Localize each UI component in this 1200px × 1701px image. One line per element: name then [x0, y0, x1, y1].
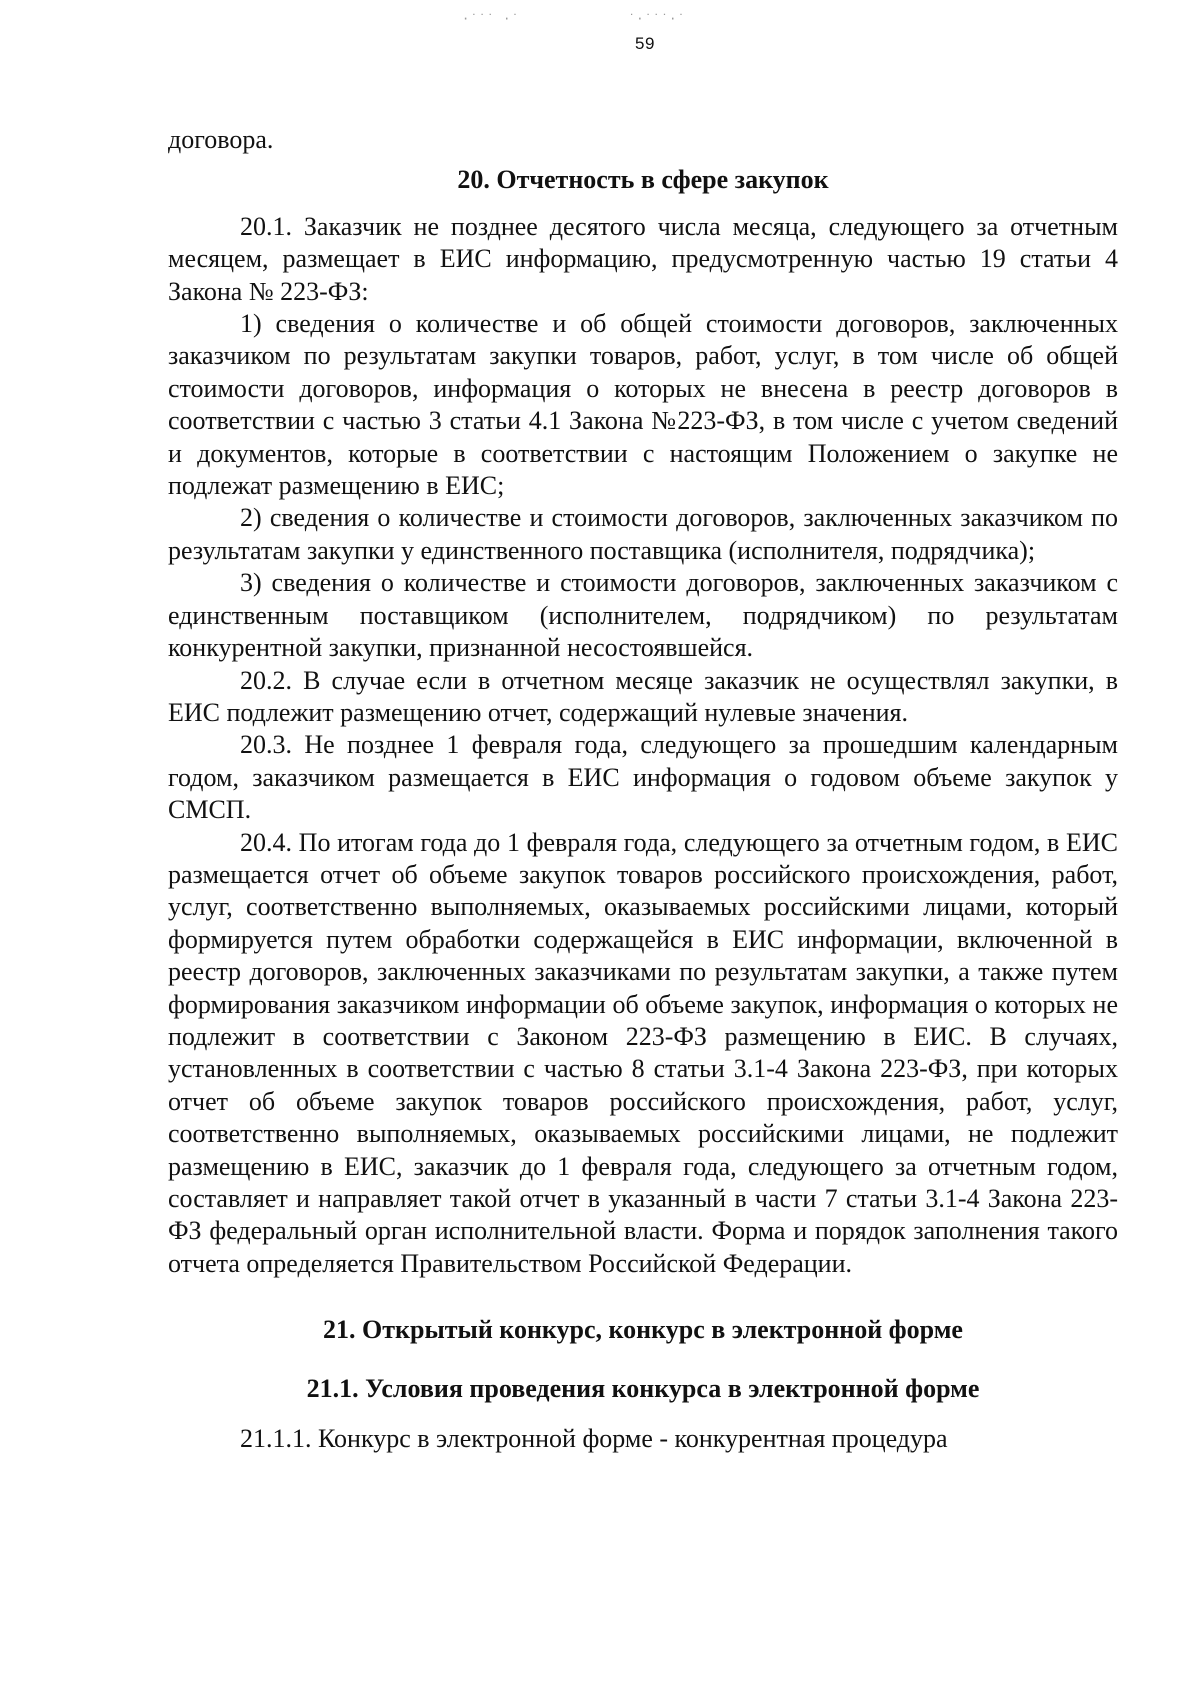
list-item-2: 2) сведения о количестве и стоимости договоров, заключенных заказчиком по результатам закупки у единственного поставщика (исполнителя, подрядчика); — [168, 503, 1118, 565]
paragraph-20-3: 20.3. Не позднее 1 февраля года, следующего за прошедшим календарным годом, заказчиком размещается в ЕИС информация о годовом объеме закупок у СМСП. — [168, 730, 1118, 825]
page-number: 59 — [635, 34, 655, 53]
paragraph-20-2: 20.2. В случае если в отчетном месяце заказчик не осуществлял закупки, в ЕИС подлежит размещению отчет, содержащий нулевые значения. — [168, 665, 1118, 727]
document-body — [168, 124, 1118, 1455]
list-item-1: 1) сведения о количестве и об общей стоимости договоров, заключенных заказчиком по результатам закупки товаров, работ, услуг, в том числе об общей стоимости договоров, информация о которых не внесена в реестр договоров в соответствии с частью 3 статьи 4.1 Закона №223-ФЗ, в том числе с учетом сведений и документов, которые в соответствии с настоящим Положением о закупке не подлежат размещению в ЕИС; — [168, 309, 1118, 501]
carryover-text: договора. — [168, 125, 274, 154]
section-20-title: 20. Отчетность в сфере закупок — [457, 165, 829, 195]
paragraph-20-1: 20.1. Заказчик не позднее десятого числа месяца, следующего за отчетным месяцем, размещает в ЕИС информацию, предусмотренную частью 19 статьи 4 Закона № 223-ФЗ: — [168, 211, 1118, 306]
paragraph-21-1-1: 21.1.1. Конкурс в электронной форме - конкурентная процедура — [240, 1424, 948, 1454]
subsection-21-1-title: 21.1. Условия проведения конкурса в электронной форме — [306, 1373, 980, 1403]
list-item-3: 3) сведения о количестве и стоимости договоров, заключенных заказчиком с единственным поставщиком (исполнителем, подрядчиком) по результатам конкурентной закупки, признанной несостоявшейся. — [168, 568, 1118, 663]
scan-artifact: ˙·˙˙˙·˙ — [628, 12, 686, 26]
paragraph-20-4: 20.4. По итогам года до 1 февраля года, следующего за отчетным годом, в ЕИС размещается отчет об объеме закупок товаров российского происхождения, работ, услуг, соответственно выполняемых, оказываемых российскими лицами, который формируется путем обработки содержащейся в ЕИС информации, включенной в реестр договоров, заключенных заказчиками по результатам закупки, а также путем формирования заказчиком информации об объеме закупок, информация о которых не подлежит в соответствии с Законом 223-ФЗ размещению в ЕИС. В случаях, установленных в соответствии с частью 8 статьи 3.1-4 Закона 223-ФЗ, при которых отчет об объеме закупок товаров российского происхождения, работ, услуг, соответственно выполняемых, оказываемых российскими лицами, не подлежит размещению в ЕИС, заказчик до 1 февраля года, следующего за отчетным годом, составляет и направляет такой отчет в указанный в части 7 статьи 3.1-4 Закона 223-ФЗ федеральный орган исполнительной власти. Форма и порядок заполнения такого отчета определяется Правительством Российской Федерации. — [168, 827, 1118, 1278]
section-21-title: 21. Открытый конкурс, конкурс в электронной форме — [323, 1315, 963, 1345]
scan-artifact: ·˙˙˙ ·˙ — [462, 12, 520, 26]
